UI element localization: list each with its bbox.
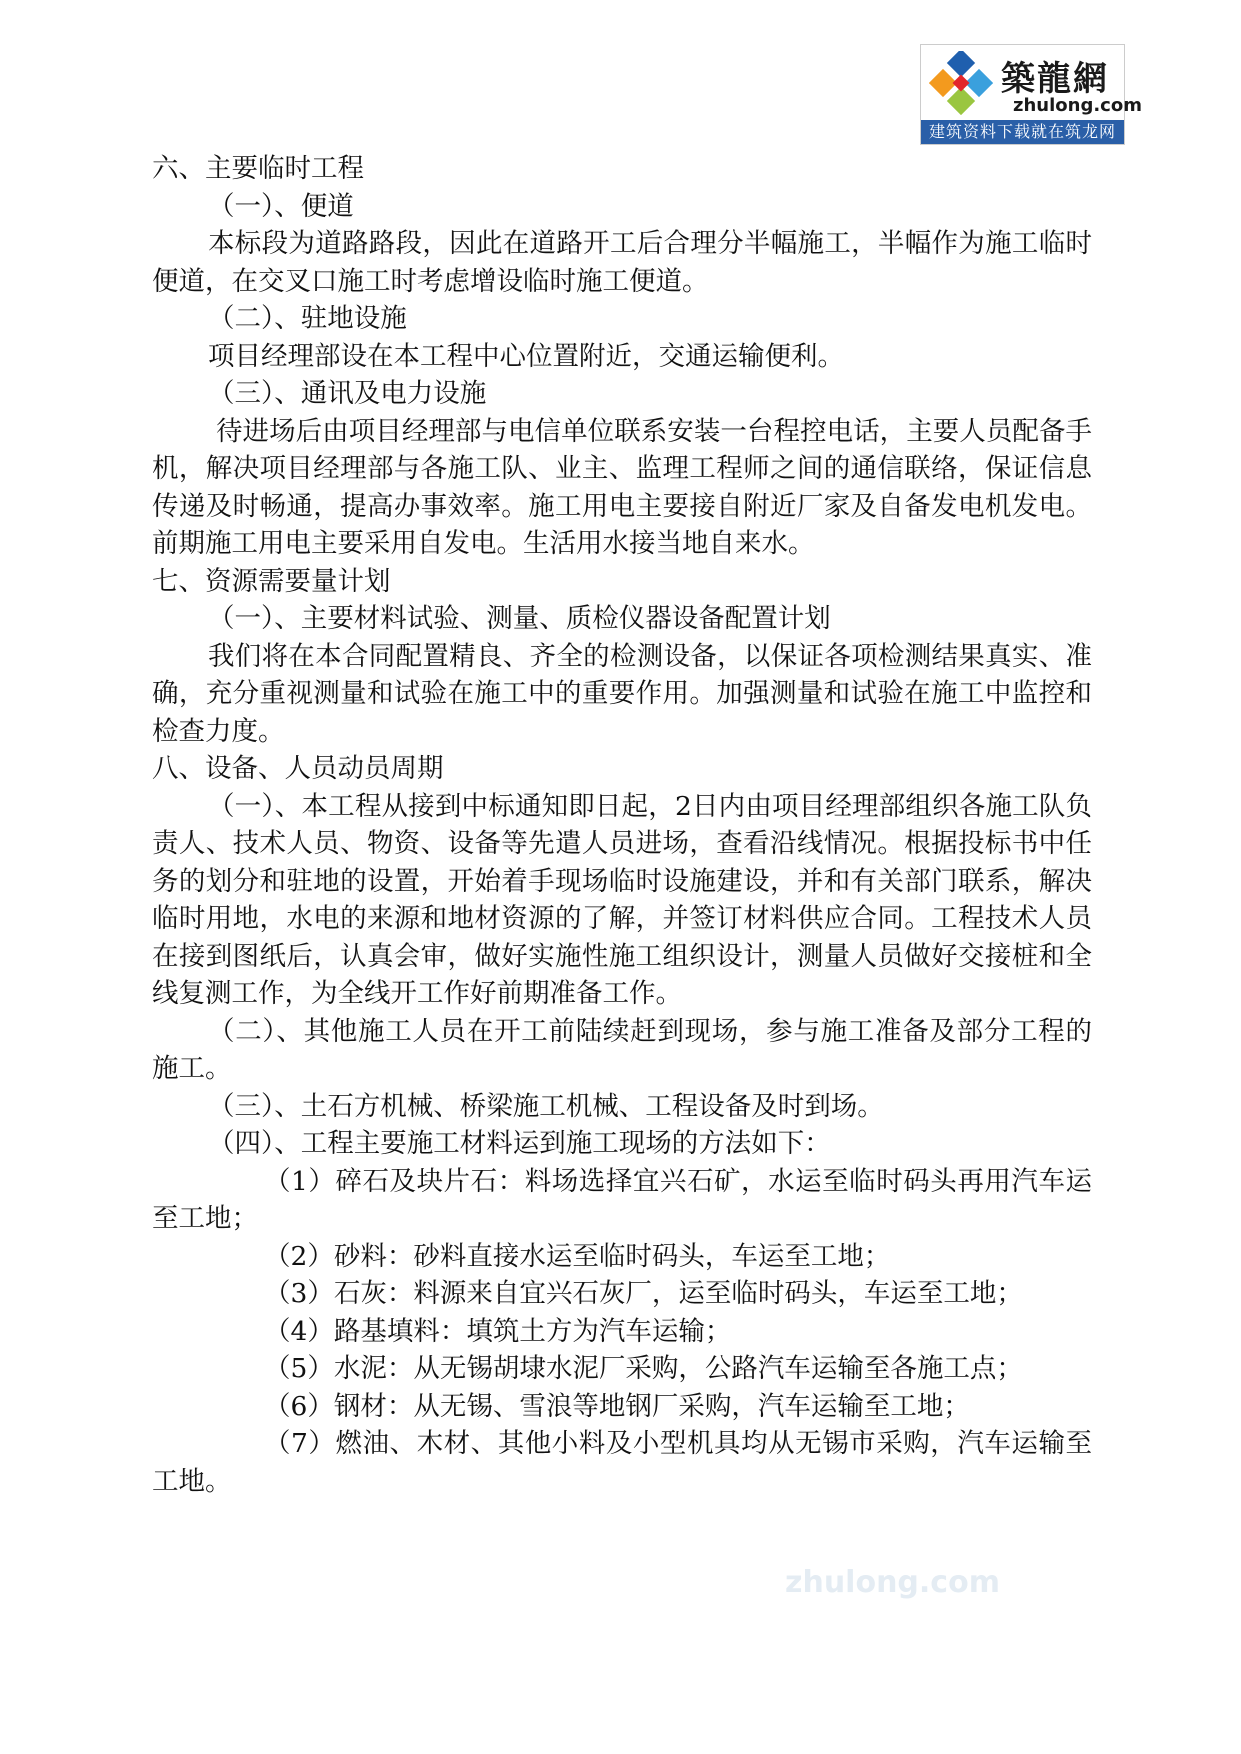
list-item: （1）碎石及块片石：料场选择宜兴石矿，水运至临时码头再用汽车运至工地；: [152, 1165, 1092, 1234]
subsection-heading: （一）、便道: [208, 190, 354, 222]
body-paragraph: 待进场后由项目经理部与电信单位联系安装一台程控电话，主要人员配备手机，解决项目经理部与各施工队、业主、监理工程师之间的通信联络，保证信息传递及时畅通，提高办事效率。施工用电主要接自附近厂家及自备发电机发电。前期施工用电主要采用自发电。生活用水接当地自来水。: [152, 415, 1092, 559]
subsection-heading: （三）、通讯及电力设施: [208, 378, 487, 409]
subsection-heading: （二）、驻地设施: [208, 303, 407, 334]
logo-slogan: 建筑资料下载就在筑龙网: [921, 120, 1124, 144]
body-paragraph: （四）、工程主要施工材料运到施工现场的方法如下：: [208, 1128, 831, 1159]
logo-brand-english: zhulong.com: [1013, 95, 1142, 116]
document-body: [152, 150, 1092, 1500]
body-paragraph: 我们将在本合同配置精良、齐全的检测设备，以保证各项检测结果真实、准确，充分重视测量和试验在施工中的重要作用。加强测量和试验在施工中监控和检查力度。: [152, 640, 1092, 747]
list-item: （2）砂料：砂料直接水运至临时码头，车运至工地；: [264, 1240, 891, 1272]
subsection-heading: （一）、主要材料试验、测量、质检仪器设备配置计划: [208, 603, 831, 634]
list-item: （5）水泥：从无锡胡埭水泥厂采购，公路汽车运输至各施工点；: [264, 1353, 1023, 1384]
logo-brand-chinese: 築龍網: [1001, 59, 1109, 99]
zhulong-logo-icon: [929, 51, 993, 115]
list-item: （3）石灰：料源来自宜兴石灰厂，运至临时码头，车运至工地；: [264, 1278, 1023, 1309]
section-heading: 七、资源需要量计划: [152, 565, 391, 597]
list-item: （7）燃油、木材、其他小料及小型机具均从无锡市采购，汽车运输至工地。: [152, 1428, 1092, 1497]
section-heading: 八、设备、人员动员周期: [152, 753, 444, 784]
section-heading: 六、主要临时工程: [152, 153, 364, 184]
body-paragraph: （二）、其他施工人员在开工前陆续赶到现场，参与施工准备及部分工程的施工。: [152, 1015, 1092, 1084]
list-item: （4）路基填料：填筑土方为汽车运输；: [264, 1315, 732, 1347]
watermark: zhulong.com: [785, 1565, 1000, 1600]
body-paragraph: （三）、土石方机械、桥梁施工机械、工程设备及时到场。: [208, 1090, 884, 1122]
list-item: （6）钢材：从无锡、雪浪等地钢厂采购，汽车运输至工地；: [264, 1390, 970, 1422]
body-paragraph: 项目经理部设在本工程中心位置附近，交通运输便利。: [208, 340, 844, 372]
body-paragraph: 本标段为道路路段，因此在道路开工后合理分半幅施工，半幅作为施工临时便道，在交叉口施工时考虑增设临时施工便道。: [152, 228, 1092, 297]
zhulong-logo: [920, 44, 1142, 145]
body-paragraph: （一）、本工程从接到中标通知即日起，2日内由项目经理部组织各施工队负责人、技术人员、物资、设备等先遣人员进场，查看沿线情况。根据投标书中任务的划分和驻地的设置，开始着手现场临时设施建设，并和有关部门联系，解决临时用地，水电的来源和地材资源的了解，并签订材料供应合同。工程技术人员在接到图纸后，认真会审，做好实施性施工组织设计，测量人员做好交接桩和全线复测工作，为全线开工作好前期准备工作。: [152, 790, 1092, 1009]
